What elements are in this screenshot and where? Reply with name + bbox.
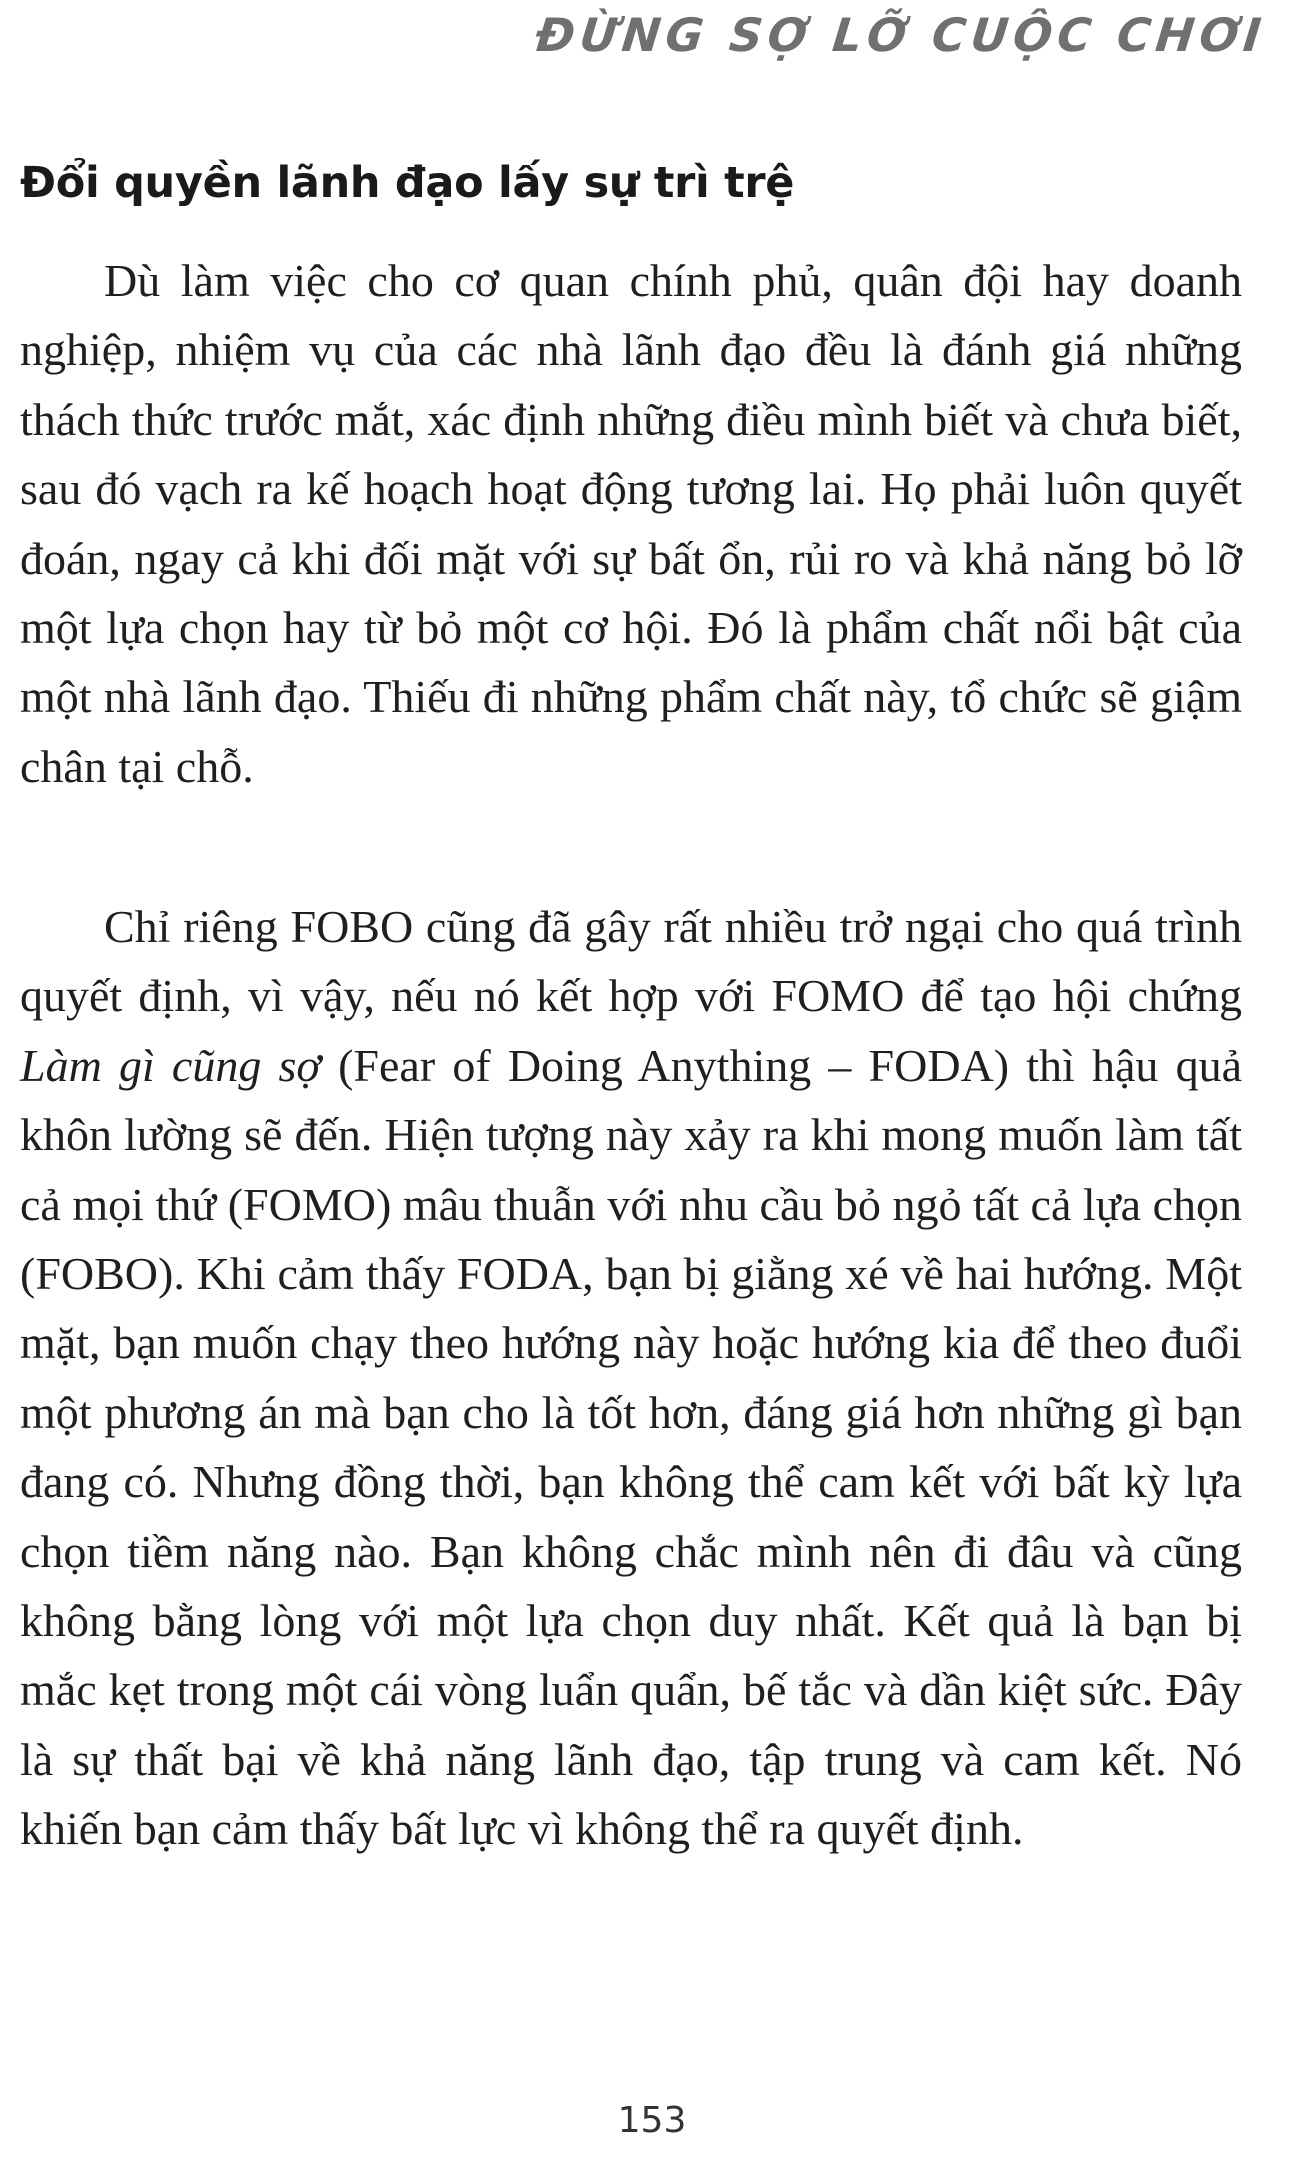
body-paragraph-2 bbox=[20, 892, 1242, 1864]
paragraph-2-text-start: Chỉ riêng FOBO cũng đã gây rất nhiều trở ngại cho quá trình quyết định, vì vậy, nếu nó kết hợp với FOMO để tạo hội chứng bbox=[20, 901, 1242, 1022]
running-header-title: ĐỪNG SỢ LỠ CUỘC CHƠI bbox=[533, 8, 1269, 62]
body-paragraph-1: Dù làm việc cho cơ quan chính phủ, quân đội hay doanh nghiệp, nhiệm vụ của các nhà lãnh đạo đều là đánh giá những thách thức trước mắt, xác định những điều mình biết và chưa biết, sau đó vạch ra kế hoạch hoạt động tương lai. Họ phải luôn quyết đoán, ngay cả khi đối mặt với sự bất ổn, rủi ro và khả năng bỏ lỡ một lựa chọn hay từ bỏ một cơ hội. Đó là phẩm chất nổi bật của một nhà lãnh đạo. Thiếu đi những phẩm chất này, tổ chức sẽ giậm chân tại chỗ. bbox=[20, 255, 1242, 792]
page-number: 153 bbox=[617, 2100, 687, 2141]
paragraph-2-italic-term: Làm gì cũng sợ bbox=[20, 1039, 321, 1091]
section-heading: Đổi quyền lãnh đạo lấy sự trì trệ bbox=[20, 158, 795, 208]
paragraph-2-text-end: (Fear of Doing Anything – FODA) thì hậu quả khôn lường sẽ đến. Hiện tượng này xảy ra khi mong muốn làm tất cả mọi thứ (FOMO) mâu thuẫn với nhu cầu bỏ ngỏ tất cả lựa chọn (FOBO). Khi cảm thấy FODA, bạn bị giằng xé về hai hướng. Một mặt, bạn muốn chạy theo hướng này hoặc hướng kia để theo đuổi một phương án mà bạn cho là tốt hơn, đáng giá hơn những gì bạn đang có. Nhưng đồng thời, bạn không thể cam kết với bất kỳ lựa chọn tiềm năng nào. Bạn không chắc mình nên đi đâu và cũng không bằng lòng với một lựa chọn duy nhất. Kết quả là bạn bị mắc kẹt trong một cái vòng luẩn quẩn, bế tắc và dần kiệt sức. Đây là sự thất bại về khả năng lãnh đạo, tập trung và cam kết. Nó khiến bạn cảm thấy bất lực vì không thể ra quyết định. bbox=[20, 1039, 1242, 1855]
